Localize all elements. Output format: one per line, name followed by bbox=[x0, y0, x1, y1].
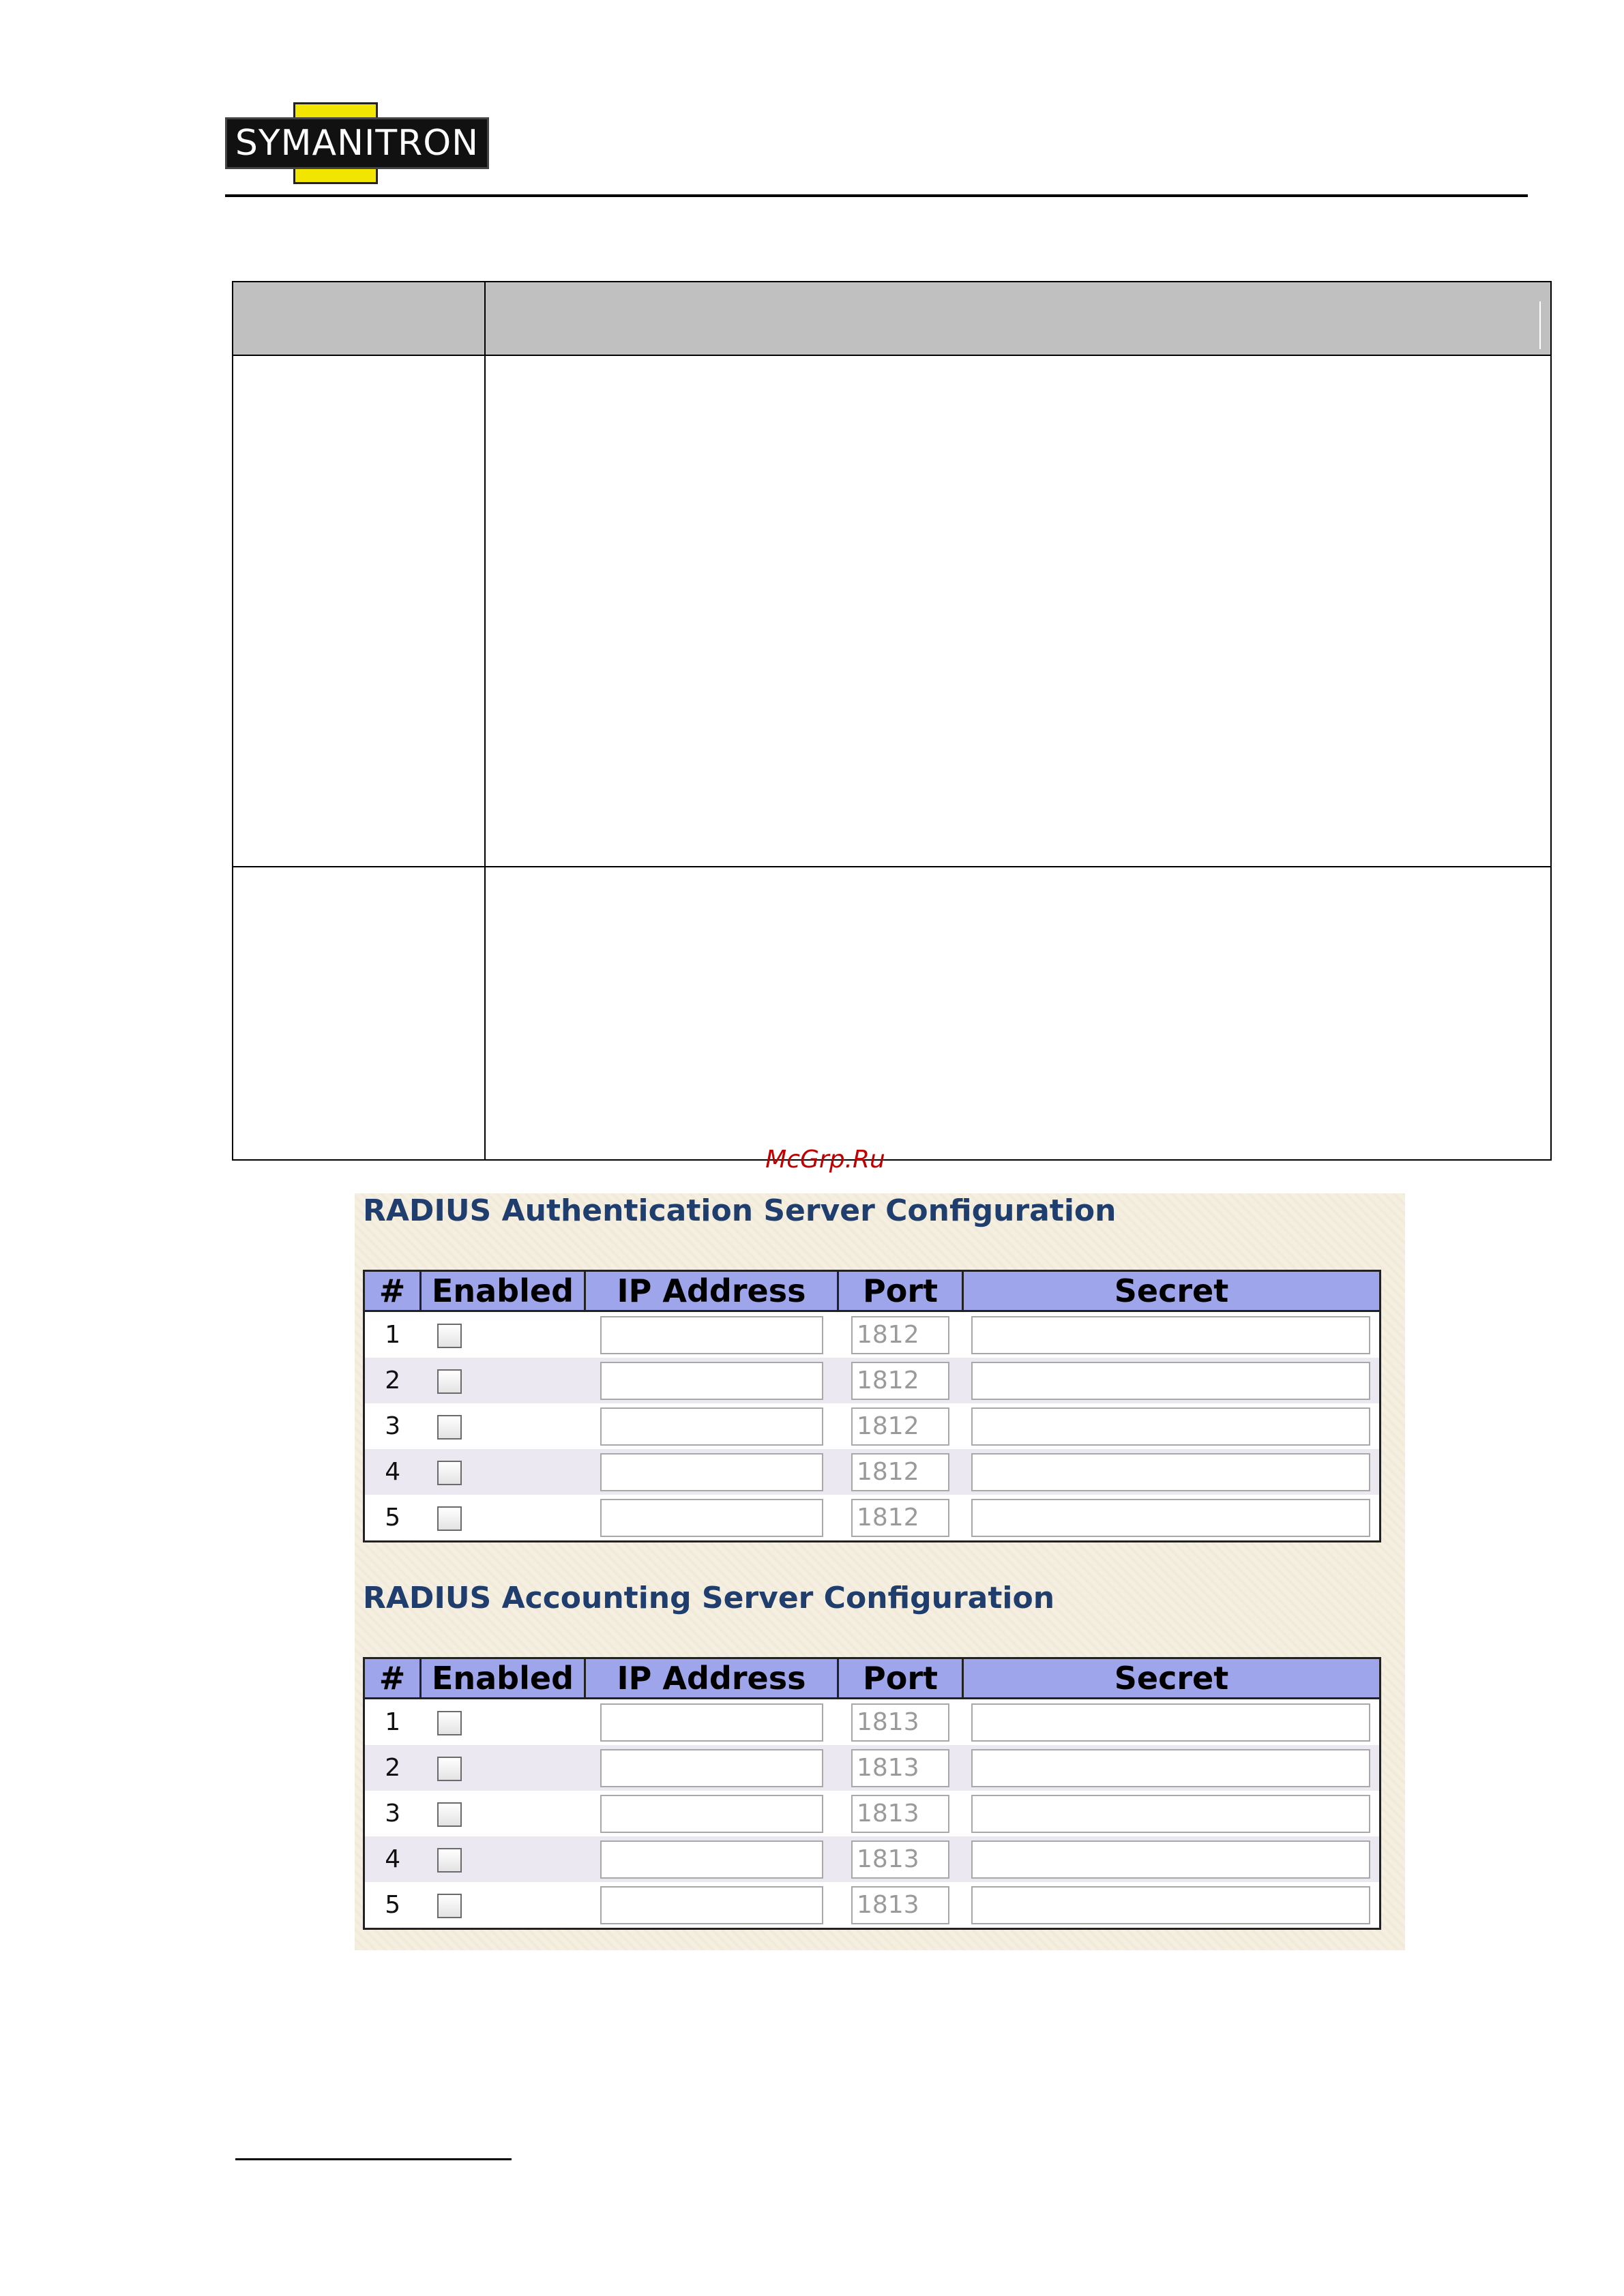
acct-server-table bbox=[363, 1657, 1381, 1930]
col-port: Port bbox=[838, 1658, 963, 1699]
document-table bbox=[232, 281, 1552, 1161]
enabled-checkbox[interactable] bbox=[437, 1415, 462, 1440]
enabled-cell bbox=[421, 1358, 585, 1403]
secret-input[interactable] bbox=[971, 1407, 1370, 1446]
col-enabled: Enabled bbox=[421, 1658, 585, 1699]
secret-cell bbox=[963, 1745, 1381, 1791]
secret-cell bbox=[963, 1495, 1381, 1542]
col-secret: Secret bbox=[963, 1271, 1381, 1311]
table-row bbox=[364, 1791, 1381, 1836]
enabled-cell bbox=[421, 1449, 585, 1495]
port-input[interactable]: 1812 bbox=[851, 1499, 949, 1537]
secret-cell bbox=[963, 1358, 1381, 1403]
auth-server-table bbox=[363, 1270, 1381, 1542]
ip-cell bbox=[585, 1358, 838, 1403]
enabled-checkbox[interactable] bbox=[437, 1369, 462, 1394]
col-ip-address: IP Address bbox=[585, 1658, 838, 1699]
ip-address-input[interactable] bbox=[600, 1795, 823, 1833]
secret-input[interactable] bbox=[971, 1886, 1370, 1924]
port-input[interactable]: 1812 bbox=[851, 1407, 949, 1446]
enabled-cell bbox=[421, 1699, 585, 1746]
port-input[interactable]: 1813 bbox=[851, 1749, 949, 1787]
row-number: 1 bbox=[364, 1699, 421, 1746]
enabled-cell bbox=[421, 1882, 585, 1929]
table-row bbox=[364, 1311, 1381, 1358]
port-cell bbox=[838, 1836, 963, 1882]
row-number: 5 bbox=[364, 1495, 421, 1542]
enabled-cell bbox=[421, 1403, 585, 1449]
ip-cell bbox=[585, 1403, 838, 1449]
port-cell bbox=[838, 1791, 963, 1836]
secret-input[interactable] bbox=[971, 1840, 1370, 1879]
port-cell bbox=[838, 1882, 963, 1929]
enabled-checkbox[interactable] bbox=[437, 1711, 462, 1735]
col-port: Port bbox=[838, 1271, 963, 1311]
secret-cell bbox=[963, 1699, 1381, 1746]
secret-cell bbox=[963, 1882, 1381, 1929]
row-number: 5 bbox=[364, 1882, 421, 1929]
enabled-cell bbox=[421, 1836, 585, 1882]
secret-cell bbox=[963, 1311, 1381, 1358]
ip-address-input[interactable] bbox=[600, 1499, 823, 1537]
port-cell bbox=[838, 1358, 963, 1403]
ip-address-input[interactable] bbox=[600, 1453, 823, 1491]
ip-address-input[interactable] bbox=[600, 1407, 823, 1446]
port-input[interactable]: 1812 bbox=[851, 1316, 949, 1354]
enabled-checkbox[interactable] bbox=[437, 1802, 462, 1827]
ip-address-input[interactable] bbox=[600, 1362, 823, 1400]
enabled-checkbox[interactable] bbox=[437, 1757, 462, 1781]
col-secret: Secret bbox=[963, 1658, 1381, 1699]
port-cell bbox=[838, 1449, 963, 1495]
header-rule bbox=[225, 194, 1528, 197]
enabled-checkbox[interactable] bbox=[437, 1506, 462, 1531]
row-number: 2 bbox=[364, 1745, 421, 1791]
footnote-rule bbox=[235, 2158, 512, 2160]
ip-cell bbox=[585, 1699, 838, 1746]
port-input[interactable]: 1813 bbox=[851, 1703, 949, 1742]
brand-logo bbox=[225, 102, 489, 184]
ip-address-input[interactable] bbox=[600, 1886, 823, 1924]
ip-address-input[interactable] bbox=[600, 1316, 823, 1354]
document-table-outline bbox=[232, 281, 1552, 1161]
row-number: 1 bbox=[364, 1311, 421, 1358]
ip-address-input[interactable] bbox=[600, 1840, 823, 1879]
ip-cell bbox=[585, 1311, 838, 1358]
row-number: 4 bbox=[364, 1836, 421, 1882]
port-input[interactable]: 1813 bbox=[851, 1840, 949, 1879]
table-row bbox=[364, 1836, 1381, 1882]
table-row bbox=[364, 1495, 1381, 1542]
col-number: # bbox=[364, 1658, 421, 1699]
logo-text: SYMANITRON bbox=[235, 123, 479, 164]
ip-cell bbox=[585, 1745, 838, 1791]
enabled-cell bbox=[421, 1311, 585, 1358]
ip-cell bbox=[585, 1449, 838, 1495]
secret-input[interactable] bbox=[971, 1316, 1370, 1354]
col-number: # bbox=[364, 1271, 421, 1311]
secret-input[interactable] bbox=[971, 1749, 1370, 1787]
acct-table-header-row bbox=[364, 1658, 1381, 1699]
radius-config-panel bbox=[355, 1193, 1405, 1950]
table-row bbox=[364, 1699, 1381, 1746]
enabled-cell bbox=[421, 1495, 585, 1542]
secret-cell bbox=[963, 1449, 1381, 1495]
auth-section-title: RADIUS Authentication Server Configuration bbox=[363, 1193, 1117, 1228]
enabled-checkbox[interactable] bbox=[437, 1461, 462, 1485]
table-row bbox=[364, 1449, 1381, 1495]
port-cell bbox=[838, 1745, 963, 1791]
secret-input[interactable] bbox=[971, 1362, 1370, 1400]
port-input[interactable]: 1812 bbox=[851, 1453, 949, 1491]
port-cell bbox=[838, 1403, 963, 1449]
enabled-checkbox[interactable] bbox=[437, 1324, 462, 1348]
secret-cell bbox=[963, 1836, 1381, 1882]
secret-input[interactable] bbox=[971, 1795, 1370, 1833]
table-row bbox=[364, 1882, 1381, 1929]
table-row bbox=[364, 1358, 1381, 1403]
table-row bbox=[364, 1403, 1381, 1449]
enabled-checkbox[interactable] bbox=[437, 1894, 462, 1918]
table-row bbox=[364, 1745, 1381, 1791]
secret-input[interactable] bbox=[971, 1703, 1370, 1742]
ip-address-input[interactable] bbox=[600, 1749, 823, 1787]
enabled-cell bbox=[421, 1791, 585, 1836]
port-input[interactable]: 1812 bbox=[851, 1362, 949, 1400]
watermark: McGrp.Ru bbox=[765, 1146, 885, 1174]
acct-section-title: RADIUS Accounting Server Configuration bbox=[363, 1581, 1055, 1615]
secret-cell bbox=[963, 1403, 1381, 1449]
ip-cell bbox=[585, 1836, 838, 1882]
port-input[interactable]: 1813 bbox=[851, 1795, 949, 1833]
secret-cell bbox=[963, 1791, 1381, 1836]
row-number: 4 bbox=[364, 1449, 421, 1495]
enabled-cell bbox=[421, 1745, 585, 1791]
ip-cell bbox=[585, 1791, 838, 1836]
secret-input[interactable] bbox=[971, 1499, 1370, 1537]
port-cell bbox=[838, 1311, 963, 1358]
port-input[interactable]: 1813 bbox=[851, 1886, 949, 1924]
ip-cell bbox=[585, 1882, 838, 1929]
col-ip-address: IP Address bbox=[585, 1271, 838, 1311]
port-cell bbox=[838, 1699, 963, 1746]
row-number: 3 bbox=[364, 1791, 421, 1836]
auth-table-header-row bbox=[364, 1271, 1381, 1311]
port-cell bbox=[838, 1495, 963, 1542]
row-number: 2 bbox=[364, 1358, 421, 1403]
row-number: 3 bbox=[364, 1403, 421, 1449]
ip-cell bbox=[585, 1495, 838, 1542]
ip-address-input[interactable] bbox=[600, 1703, 823, 1742]
col-enabled: Enabled bbox=[421, 1271, 585, 1311]
secret-input[interactable] bbox=[971, 1453, 1370, 1491]
enabled-checkbox[interactable] bbox=[437, 1848, 462, 1873]
